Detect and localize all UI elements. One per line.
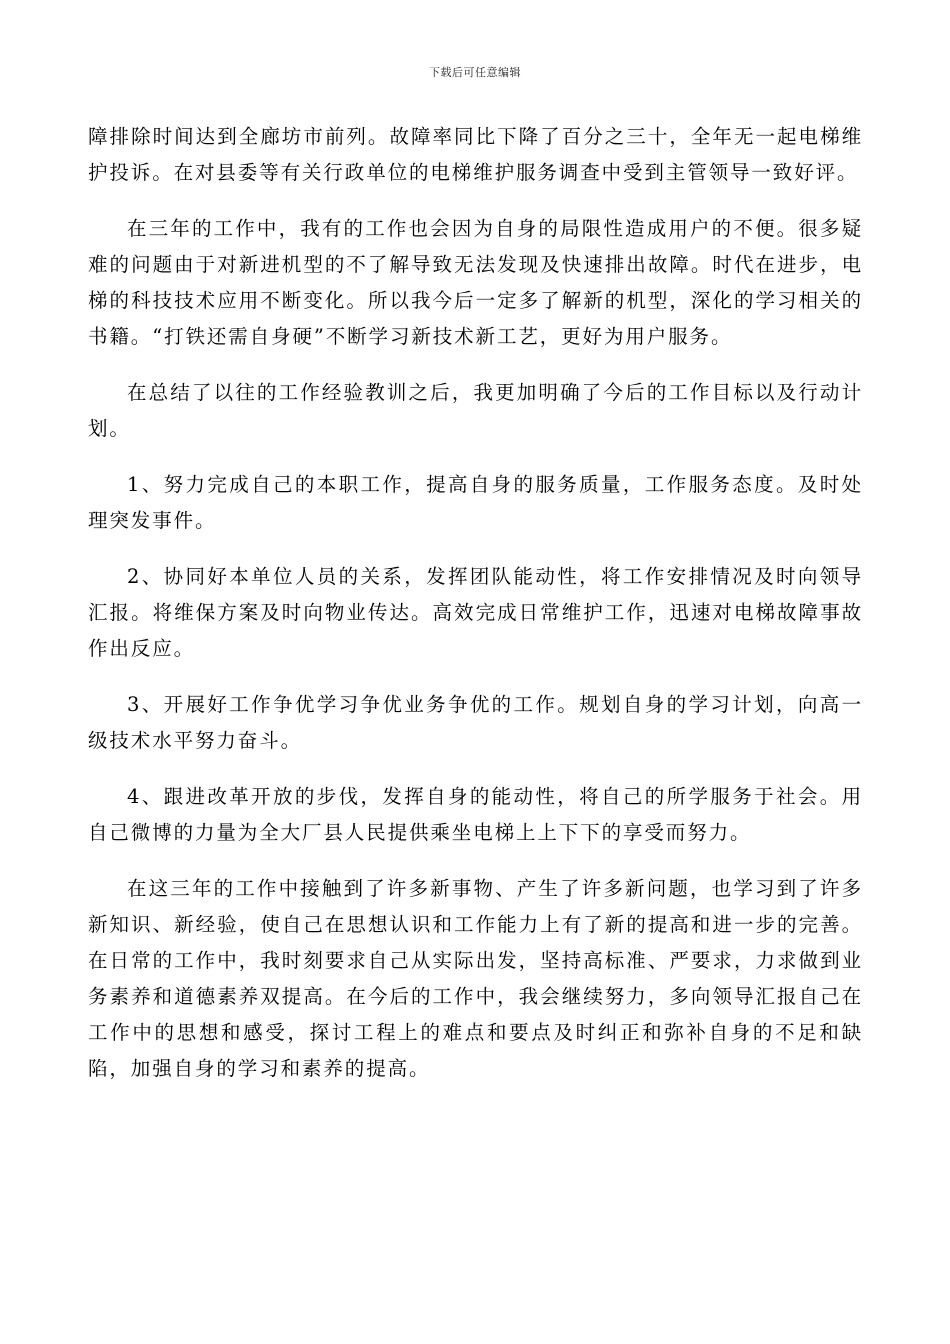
download-note: 下载后可任意编辑 bbox=[429, 66, 521, 79]
document-body bbox=[88, 119, 863, 1107]
paragraph-item-3: 3、开展好工作争优学习争优业务争优的工作。规划自身的学习计划，向高一级技术水平努力奋斗。 bbox=[88, 693, 863, 752]
paragraph-conclusion: 在这三年的工作中接触到了许多新事物、产生了许多新问题，也学习到了许多新知识、新经验，使自己在思想认识和工作能力上有了新的提高和进一步的完善。在日常的工作中，我时刻要求自己从实际出发，坚持高标准、严要求，力求做到业务素养和道德素养双提高。在今后的工作中，我会继续努力，多向领导汇报自己在工作中的思想和感受，探讨工程上的难点和要点及时纠正和弥补自身的不足和缺陷，加强自身的学习和素养的提高。 bbox=[88, 877, 863, 1080]
paragraph-shortcomings: 在三年的工作中，我有的工作也会因为自身的局限性造成用户的不便。很多疑难的问题由于对新进机型的不了解导致无法发现及快速排出故障。时代在进步，电梯的科技技术应用不断变化。所以我今后一定多了解新的机型，深化的学习相关的书籍。“打铁还需自身硬”不断学习新技术新工艺，更好为用户服务。 bbox=[88, 217, 863, 348]
paragraph-item-4: 4、跟进改革开放的步伐，发挥自身的能动性，将自己的所学服务于社会。用自己微博的力量为全大厂县人民提供乘坐电梯上上下下的享受而努力。 bbox=[88, 785, 863, 844]
paragraph-item-2: 2、协同好本单位人员的关系，发挥团队能动性，将工作安排情况及时向领导汇报。将维保方案及时向物业传达。高效完成日常维护工作，迅速对电梯故障事故作出反应。 bbox=[88, 565, 863, 660]
paragraph-continuation: 障排除时间达到全廊坊市前列。故障率同比下降了百分之三十，全年无一起电梯维护投诉。在对县委等有关行政单位的电梯维护服务调查中受到主管领导一致好评。 bbox=[88, 125, 863, 184]
paragraph-item-1: 1、努力完成自己的本职工作，提高自身的服务质量，工作服务态度。及时处理突发事件。 bbox=[88, 473, 863, 532]
paragraph-goals-intro: 在总结了以往的工作经验教训之后，我更加明确了今后的工作目标以及行动计划。 bbox=[88, 381, 863, 440]
